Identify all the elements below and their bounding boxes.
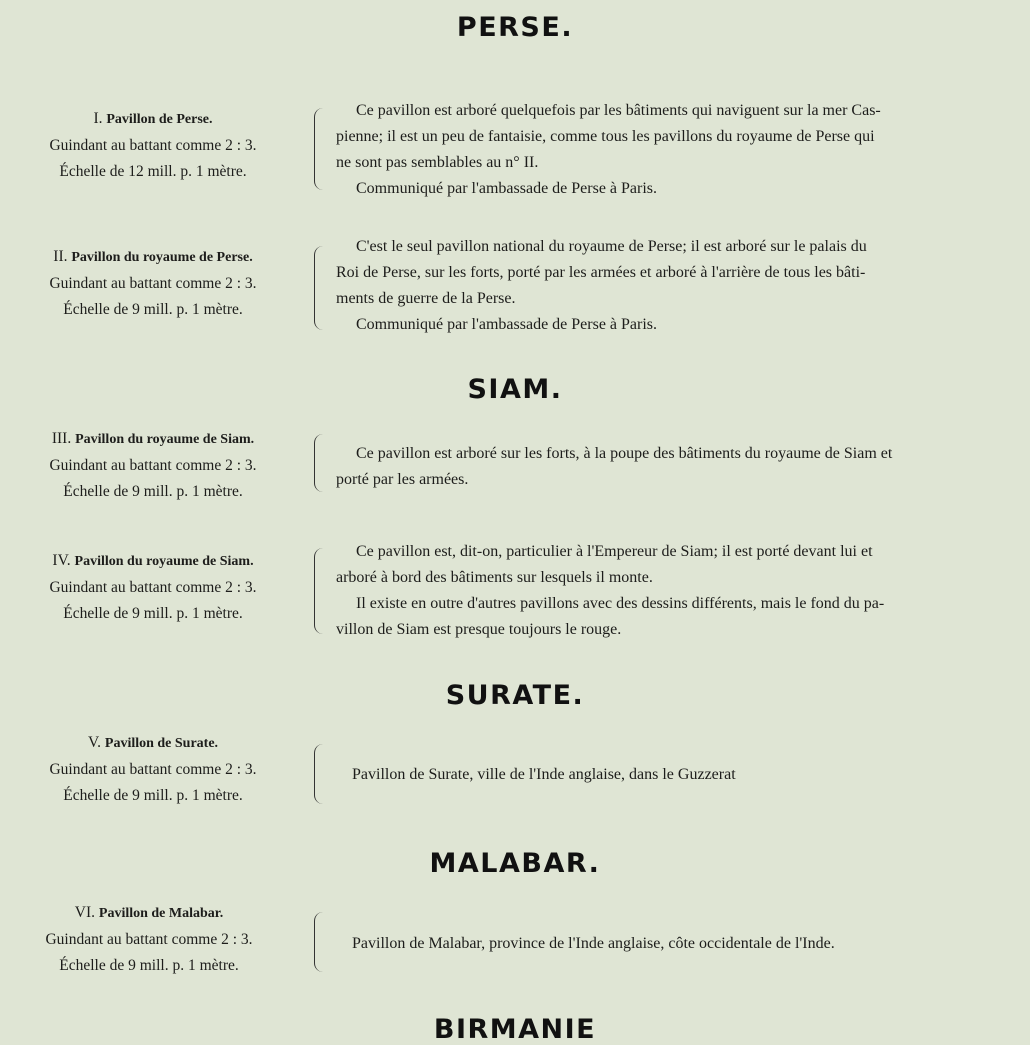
description-line: ne sont pas semblables au n° II. [336,154,539,171]
entry-numeral: IV. [52,552,71,569]
brace [314,744,323,804]
heading-surate: SURATE. [445,680,585,711]
entry-scale: Échelle de 9 mill. p. 1 mètre. [63,787,243,804]
heading-perse: PERSE. [456,12,574,43]
entry-description [336,539,1030,643]
entry-title: Pavillon de Perse. [106,112,213,127]
description-line: C'est le seul pavillon national du royaume de Perse; il est arboré sur le palais du [356,238,867,255]
entry-numeral: III. [51,430,72,447]
description-line: Communiqué par l'ambassade de Perse à Paris. [356,180,658,197]
description-line: Communiqué par l'ambassade de Perse à Paris. [356,316,658,333]
entry-description [336,234,1030,338]
brace [314,108,323,190]
description-line: villon de Siam est presque toujours le rouge. [336,621,622,638]
description-line: pienne; il est un peu de fantaisie, comme tous les pavillons du royaume de Perse qui [336,128,875,145]
description-line: Pavillon de Malabar, province de l'Inde anglaise, côte occidentale de l'Inde. [352,935,835,952]
entry-caption [8,106,298,185]
heading-siam: SIAM. [467,374,563,405]
entry-ratio: Guindant au battant comme 2 : 3. [49,761,257,778]
brace [314,912,323,972]
brace [314,548,323,634]
brace [314,434,323,492]
entry-ratio: Guindant au battant comme 2 : 3. [45,931,253,948]
entry-title: Pavillon du royaume de Siam. [74,554,254,569]
entry-description [336,98,1030,202]
entry-numeral: V. [87,734,102,751]
description-line: Ce pavillon est, dit-on, particulier à l'Empereur de Siam; il est porté devant lui et [356,543,873,560]
entry-caption [8,244,298,323]
entry-caption [8,730,298,809]
entry-scale: Échelle de 9 mill. p. 1 mètre. [63,483,243,500]
entry-numeral: II. [53,248,68,265]
heading-next-cropped: BIRMANIE [433,1014,597,1045]
description-line: porté par les armées. [336,471,469,488]
heading-malabar: MALABAR. [429,848,601,879]
entry-numeral: VI. [74,904,96,921]
entry-ratio: Guindant au battant comme 2 : 3. [49,457,257,474]
entry-title: Pavillon du royaume de Perse. [71,250,253,265]
entry-title: Pavillon de Malabar. [98,906,224,921]
description-line: ments de guerre de la Perse. [336,290,516,307]
entry-scale: Échelle de 9 mill. p. 1 mètre. [59,957,239,974]
brace [314,246,323,330]
entry-scale: Échelle de 9 mill. p. 1 mètre. [63,301,243,318]
entry-description [336,762,1030,788]
entry-caption [8,426,298,505]
entry-caption [8,548,298,627]
entry-numeral: I. [93,110,103,127]
description-line: Il existe en outre d'autres pavillons avec des dessins différents, mais le fond du pa- [356,595,885,612]
entry-description [336,441,1030,493]
entry-title: Pavillon de Surate. [104,736,219,751]
description-line: Ce pavillon est arboré quelquefois par les bâtiments qui naviguent sur la mer Cas- [356,102,881,119]
entry-title: Pavillon du royaume de Siam. [75,432,255,447]
entry-ratio: Guindant au battant comme 2 : 3. [49,579,257,596]
description-line: Pavillon de Surate, ville de l'Inde anglaise, dans le Guzzerat [352,766,736,783]
entry-ratio: Guindant au battant comme 2 : 3. [49,137,257,154]
entry-scale: Échelle de 9 mill. p. 1 mètre. [63,605,243,622]
entry-caption [4,900,294,979]
entry-scale: Échelle de 12 mill. p. 1 mètre. [59,163,247,180]
entry-ratio: Guindant au battant comme 2 : 3. [49,275,257,292]
description-line: Roi de Perse, sur les forts, porté par les armées et arboré à l'arrière de tous les bâti- [336,264,866,281]
entry-description [336,931,1030,957]
description-line: arboré à bord des bâtiments sur lesquels il monte. [336,569,653,586]
description-line: Ce pavillon est arboré sur les forts, à la poupe des bâtiments du royaume de Siam et [356,445,893,462]
